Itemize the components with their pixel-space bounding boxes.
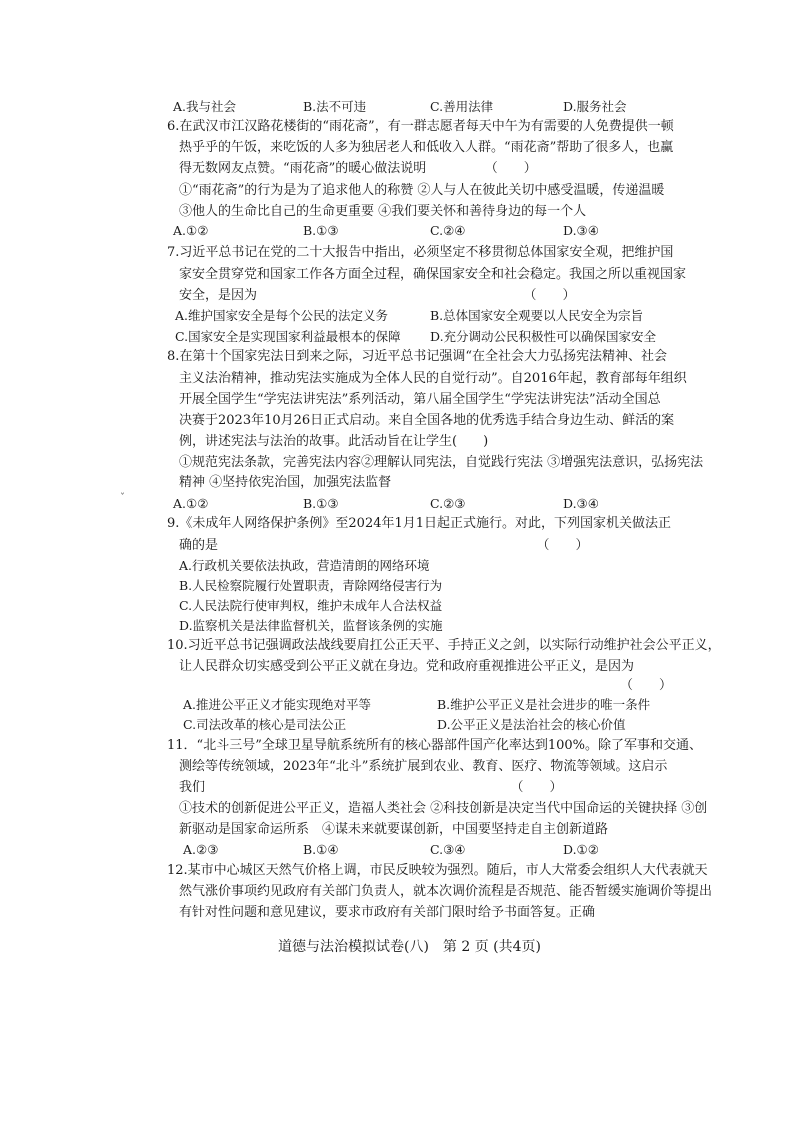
q8-statement-1: ①规范宪法条款，完善宪法内容②理解认同宪法，自觉践行宪法 ③增强宪法意识，弘扬宪法 <box>179 455 704 470</box>
q9-option-c: C.人民法院行使审判权，维护未成年人合法权益 <box>179 598 443 613</box>
q9-line-1: 9.《未成年人网络保护条例》至2024年1月1日起正式施行。对此，下列国家机关做法正 <box>167 516 672 531</box>
q8-option-b: B.①③ <box>303 496 339 511</box>
q8-line-1: 8.在第十个国家宪法日到来之际，习近平总书记强调“在全社会大力弘扬宪法精神、社会 <box>167 349 668 364</box>
q6-line-2: 热乎乎的午饭，来吃饭的人多为独居老人和低收入人群。“雨花斋”帮助了很多人，也赢 <box>179 140 674 155</box>
q6-option-a: A.①② <box>173 223 209 238</box>
q9-option-b: B.人民检察院履行处置职责，青除网络侵害行为 <box>179 578 443 593</box>
q10-option-a: A.推进公平正义才能实现绝对平等 <box>183 697 372 712</box>
q8-statement-2: 精神 ④坚持依宪治国，加强宪法监督 <box>179 475 392 490</box>
q7-line-3: 安全，是因为 （ ） <box>179 288 576 303</box>
q12-line-2: 然气涨价事项约见政府有关部门负责人，就本次调价流程是否规范、能否暂缓实施调价等提出 <box>179 884 713 899</box>
q11-statement-1: ①技术的创新促进公平正义，造福人类社会 ②科技创新是决定当代中国命运的关键抉择 ③创 <box>179 801 708 816</box>
q10-line-2: 让人民群众切实感受到公平正义就在身边。党和政府重视推进公平正义，是因为 <box>179 659 635 674</box>
stray-mark: ˇ <box>120 493 125 504</box>
q7-option-b: B.总体国家安全观要以人民安全为宗旨 <box>430 308 644 323</box>
q10-line-1: 10.习近平总书记强调政法战线要肩扛公正天平、手持正义之剑，以实际行动维护社会公平正义， <box>167 638 721 653</box>
q12-line-1: 12.某市中心城区天然气价格上调，市民反映较为强烈。随后，市人大常委会组织人大代表就天 <box>167 863 708 878</box>
q8-line-2: 主义法治精神，推动宪法实施成为全体人民的自觉行动”。自2016年起，教育部每年组织 <box>179 371 687 386</box>
q12-line-3: 有针对性问题和意见建议，要求市政府有关部门限时给予书面答复。正确 <box>179 905 596 920</box>
q11-statement-2: 新驱动是国家命运所系 ④谋未来就要谋创新，中国要坚持走自主创新道路 <box>179 822 609 837</box>
q9-line-2: 确的是 （ ） <box>179 538 589 553</box>
q11-line-3: 我们 （ ） <box>179 780 563 795</box>
q10-option-b: B.维护公平正义是社会进步的唯一条件 <box>437 697 651 712</box>
q11-option-d: D.①② <box>563 842 599 857</box>
q5-option-d: D.服务社会 <box>563 99 627 114</box>
q5-option-b: B.法不可违 <box>303 99 367 114</box>
q7-option-d: D.充分调动公民积极性可以确保国家安全 <box>430 329 657 344</box>
q11-option-b: B.①④ <box>303 842 339 857</box>
q11-line-1: 11．“北斗三号”全球卫星导航系统所有的核心器部件国产化率达到100%。除了军事和交通、 <box>167 738 703 753</box>
q7-line-2: 家安全贯穿党和国家工作各方面全过程，确保国家安全和社会稳定。我国之所以重视国家 <box>179 267 687 282</box>
q6-line-3: 得无数网友点赞。“雨花斋”的暖心做法说明 （ ） <box>179 161 537 176</box>
q6-statement-1: ①“雨花斋”的行为是为了追求他人的称赞 ②人与人在彼此关切中感受温暖，传递温暖 <box>179 183 665 198</box>
q8-line-3: 开展全国学生“学宪法讲宪法”系列活动，第八届全国学生“学宪法讲宪法”活动全国总 <box>179 392 661 407</box>
q10-option-d: D.公平正义是法治社会的核心价值 <box>437 717 626 732</box>
q11-option-a: A.②③ <box>183 842 219 857</box>
page-footer: 道德与法治模拟试卷(八) 第 2 页 (共4页) <box>278 939 542 955</box>
q6-statement-2: ③他人的生命比自己的生命更重要 ④我们要关怀和善待身边的每一个人 <box>179 204 587 219</box>
q9-option-d: D.监察机关是法律监督机关，监督该条例的实施 <box>179 618 443 633</box>
q8-line-4: 决赛于2023年10月26日正式启动。来自全国各地的优秀选手结合身边生动、鲜活的案 <box>179 413 675 428</box>
q8-option-d: D.③④ <box>563 496 599 511</box>
q8-option-a: A.①② <box>173 496 209 511</box>
q8-line-5: 例，讲述宪法与法治的故事。此活动旨在让学生( ) <box>179 434 489 449</box>
q7-option-a: A.维护国家安全是每个公民的法定义务 <box>175 308 389 323</box>
q7-line-1: 7.习近平总书记在党的二十大报告中指出，必须坚定不移贯彻总体国家安全观，把维护国 <box>167 245 674 260</box>
q7-option-c: C.国家安全是实现国家利益最根本的保障 <box>175 329 401 344</box>
q5-option-a: A.我与社会 <box>173 99 237 114</box>
q10-option-c: C.司法改革的核心是司法公正 <box>183 717 347 732</box>
q10-line-3: （ ） <box>620 678 673 693</box>
q6-option-d: D.③④ <box>563 223 599 238</box>
q9-option-a: A.行政机关要依法执政，营造清朗的网络环境 <box>179 558 430 573</box>
q11-option-c: C.③④ <box>430 842 466 857</box>
q6-option-c: C.②④ <box>430 223 466 238</box>
q5-option-c: C.善用法律 <box>430 99 494 114</box>
q8-option-c: C.②③ <box>430 496 466 511</box>
q11-line-2: 测绘等传统领域，2023年“北斗”系统扩展到农业、教育、医疗、物流等领域。这启示 <box>179 759 668 774</box>
q6-line-1: 6.在武汉市江汉路花楼街的“雨花斋”，有一群志愿者每天中午为有需要的人免费提供一顿 <box>167 119 674 134</box>
q6-option-b: B.①③ <box>303 223 339 238</box>
